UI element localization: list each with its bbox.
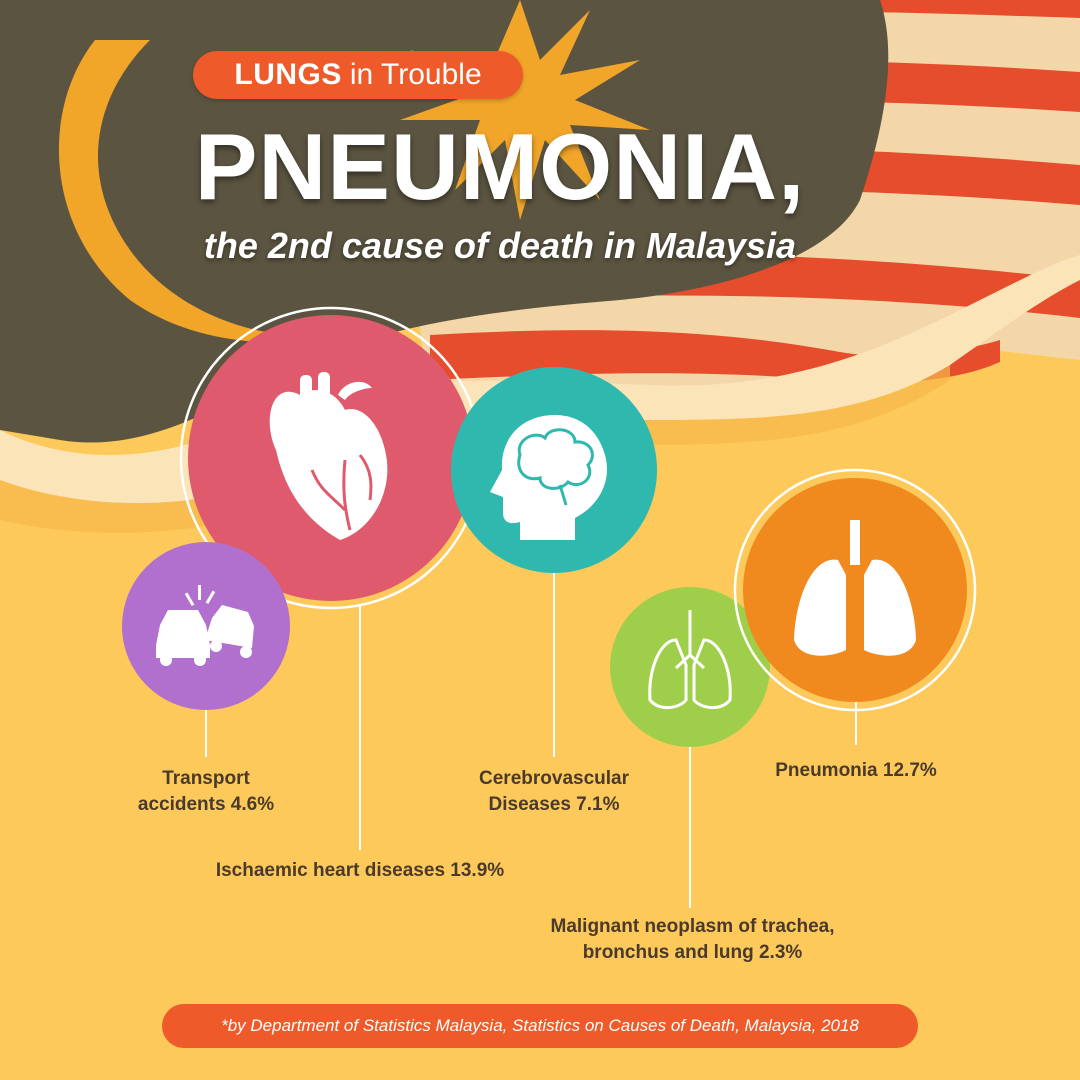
page-title: PNEUMONIA,: [194, 114, 806, 219]
label-neoplasm: [530, 914, 855, 966]
brain-circle: [451, 367, 657, 573]
label-line: Pneumonia 12.7%: [775, 760, 937, 781]
badge-rest-text: in Trouble: [349, 58, 482, 91]
label-line: bronchus and lung 2.3%: [582, 942, 803, 963]
pneumonia-circle: [735, 470, 975, 710]
label-line: accidents 4.6%: [137, 794, 275, 815]
source-note: *by Department of Statistics Malaysia, Statistics on Causes of Death, Malaysia, 2018: [162, 1004, 918, 1048]
label-line: Diseases 7.1%: [488, 794, 620, 815]
transport-circle: [122, 542, 290, 710]
label-line: Malignant neoplasm of trachea,: [550, 916, 835, 937]
label-line: Cerebrovascular: [479, 768, 629, 789]
label-line: Ischaemic heart diseases 13.9%: [215, 860, 505, 881]
label-line: Transport: [162, 768, 250, 789]
label-cerebrovascular: [454, 766, 654, 818]
badge-bold-text: LUNGS: [234, 58, 342, 91]
label-heart: [180, 858, 540, 884]
page-subtitle: the 2nd cause of death in Malaysia: [203, 225, 797, 266]
label-transport: [120, 766, 292, 818]
label-pneumonia: [756, 758, 956, 784]
